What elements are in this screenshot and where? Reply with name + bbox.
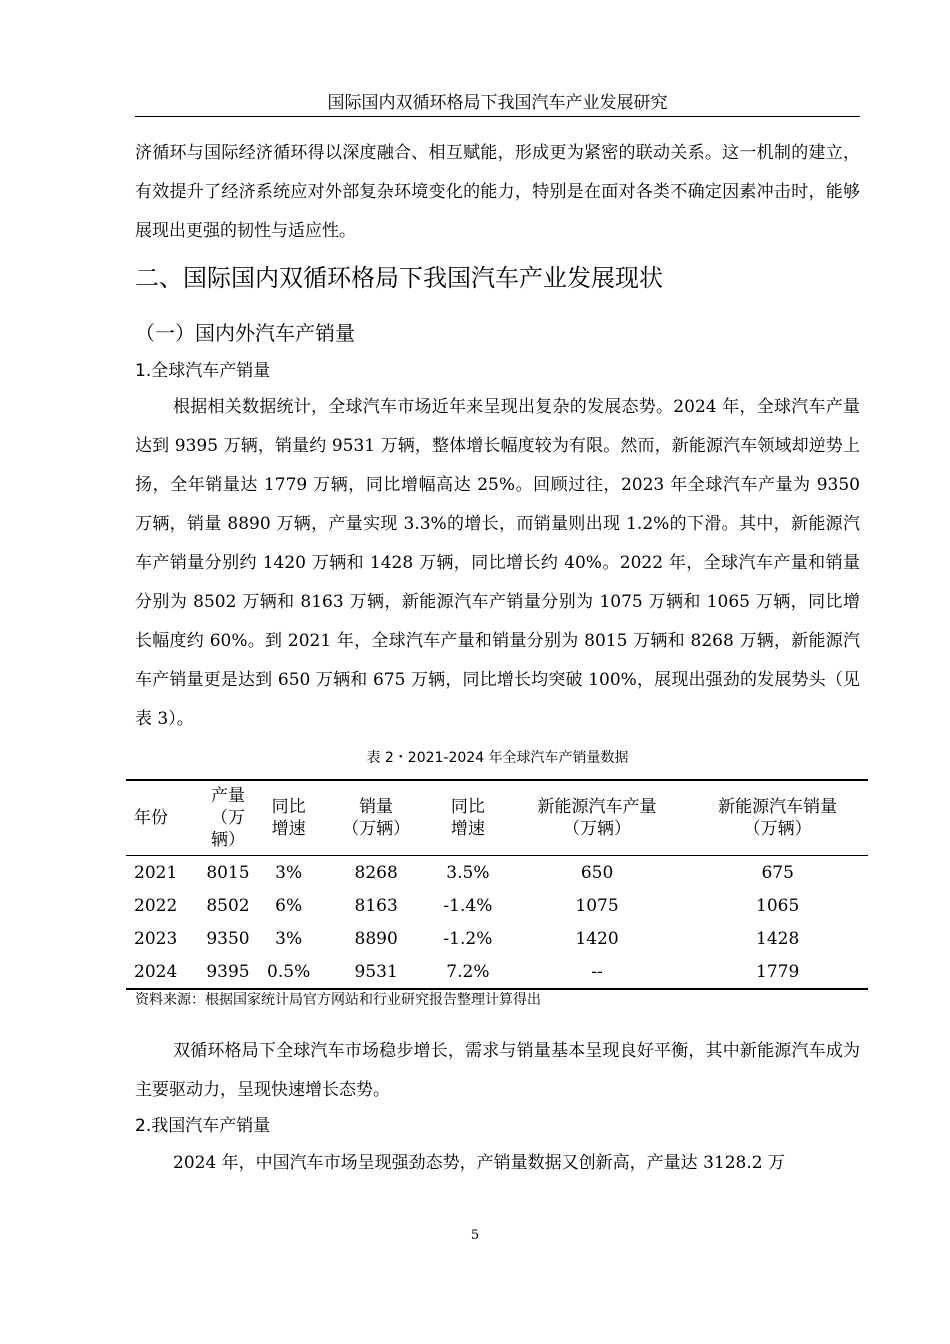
table-body (126, 856, 868, 990)
table-cell: 1065 (756, 895, 800, 916)
table-cell: 8268 (354, 862, 398, 883)
table-source-note: 资料来源：根据国家统计局官方网站和行业研究报告整理计算得出 (135, 992, 541, 1008)
table-cell: 3% (275, 928, 303, 949)
table-cell: 6% (275, 895, 303, 916)
table-header-cell (126, 780, 202, 856)
page-number: 5 (470, 1228, 480, 1243)
table-cell: 1075 (575, 895, 619, 916)
table-cell: 3% (275, 862, 303, 883)
after-table-paragraph: 双循环格局下全球汽车市场稳步增长，需求与销量基本呈现良好平衡，其中新能源汽车成为主要驱动力，呈现快速增长态势。 (135, 1041, 860, 1100)
table-cell: 1779 (756, 961, 800, 982)
table-cell: 2024 (134, 961, 178, 982)
header-line: （万辆） (563, 819, 632, 839)
header-line: （万辆） (743, 819, 812, 839)
table-caption: 表 2・2021-2024 年全球汽车产销量数据 (366, 750, 629, 766)
sub1-heading: 1.全球汽车产销量 (135, 361, 271, 381)
header-line: 销量 (359, 797, 394, 817)
table-row (126, 955, 868, 989)
header-line: 新能源汽车产量 (537, 797, 657, 817)
table-cell: 1428 (756, 928, 800, 949)
table-cell: 7.2% (446, 961, 490, 982)
table-cell: 8890 (354, 928, 398, 949)
table-cell: 2023 (134, 928, 178, 949)
table-cell: -1.4% (443, 895, 493, 916)
table-cell: -1.2% (443, 928, 493, 949)
header-line: 同比 (271, 797, 306, 817)
header-line: （万 (211, 808, 245, 828)
table-cell: 3.5% (446, 862, 490, 883)
sub1-paragraph: 根据相关数据统计，全球汽车市场近年来呈现出复杂的发展态势。2024 年，全球汽车产量达到 9395 万辆，销量约 9531 万辆，整体增长幅度较为有限。然而，新能源汽车领域却逆势上扬，全年销量达 1779 万辆，同比增幅高达 25%。回顾过往，2023 年全球汽车产量为 9350 万辆，销量 8890 万辆，产量实现 3.3%的增长，而销量则出现 1.2%的下滑。其中，新能源汽车产销量分别约 1420 万辆和 1428 万辆，同比增长约 40%。2022 年，全球汽车产量和销量分别为 8502 万辆和 8163 万辆，新能源汽车产销量分别为 1075 万辆和 1065 万辆，同比增长幅度约 60%。到 2021 年，全球汽车产量和销量分别为 8015 万辆和 8268 万辆，新能源汽车产销量更是达到 650 万辆和 675 万辆，同比增长均突破 100%，展现出强劲的发展势头（见表 3）。 (135, 397, 860, 729)
table-header-cell (202, 780, 254, 856)
table-cell: 9531 (354, 961, 398, 982)
header-line: 增速 (450, 819, 485, 839)
running-header: 国际国内双循环格局下我国汽车产业发展研究 (327, 93, 668, 113)
table-cell: 675 (761, 862, 794, 883)
table-cell: -- (591, 961, 603, 982)
global-auto-table (126, 779, 868, 990)
table-cell: 2022 (134, 895, 178, 916)
header-line: （万辆） (342, 819, 411, 839)
header-divider (135, 116, 860, 117)
table-header-cell (507, 780, 688, 856)
table-header-cell (429, 780, 507, 856)
table-cell: 650 (580, 862, 614, 883)
table-cell: 9395 (206, 961, 250, 982)
table-cell: 8015 (206, 862, 250, 883)
sub2-paragraph: 2024 年，中国汽车市场呈现强劲态势，产销量数据又创新高，产量达 3128.2 万 (173, 1153, 785, 1173)
table-header-cell (254, 780, 323, 856)
section-heading: 二、国际国内双循环格局下我国汽车产业发展现状 (135, 264, 663, 292)
table-cell: 0.5% (267, 961, 311, 982)
table-header-row (126, 780, 868, 856)
header-line: 新能源汽车销量 (718, 797, 838, 817)
header-line: 同比 (450, 797, 485, 817)
table-cell: 1420 (575, 928, 619, 949)
subsection-heading: （一）国内外汽车产销量 (135, 321, 355, 345)
table-row (126, 889, 868, 922)
header-line: 产量 (211, 786, 245, 806)
sub2-heading: 2.我国汽车产销量 (135, 1116, 271, 1136)
table-header-cell (687, 780, 868, 856)
header-line: 年份 (134, 808, 168, 828)
table-row (126, 856, 868, 890)
header-line: 辆） (211, 830, 245, 850)
table-header-cell (323, 780, 429, 856)
table-cell: 9350 (206, 928, 250, 949)
table-cell: 8502 (206, 895, 250, 916)
table-cell: 2021 (134, 862, 178, 883)
header-line: 增速 (271, 819, 306, 839)
table-row (126, 922, 868, 955)
table-cell: 8163 (354, 895, 398, 916)
intro-paragraph: 济循环与国际经济循环得以深度融合、相互赋能，形成更为紧密的联动关系。这一机制的建立，有效提升了经济系统应对外部复杂环境变化的能力，特别是在面对各类不确定因素冲击时，能够展现出更强的韧性与适应性。 (135, 143, 860, 241)
